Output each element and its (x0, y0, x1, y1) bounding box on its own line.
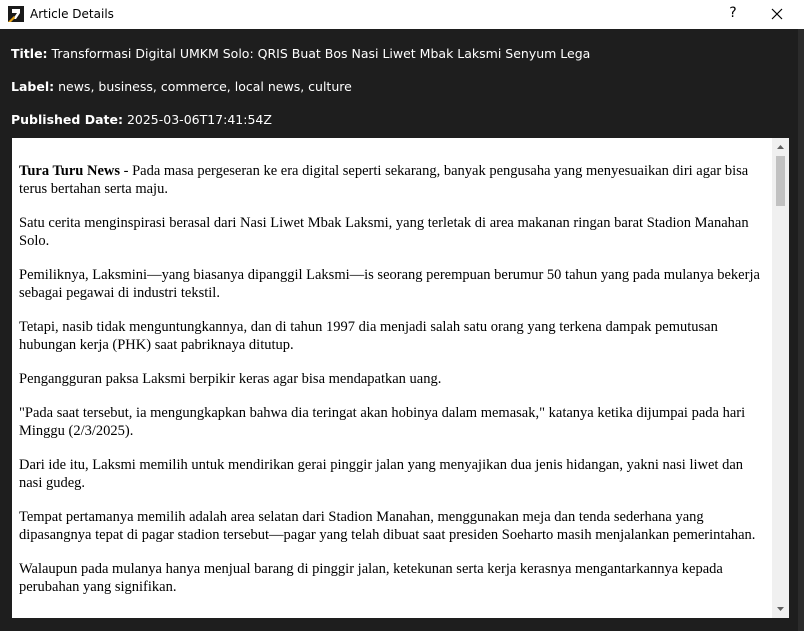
title-bar (0, 0, 804, 29)
label-row (11, 79, 352, 95)
vertical-scrollbar[interactable] (772, 138, 789, 618)
close-icon (762, 0, 792, 29)
title-row (11, 46, 590, 62)
article-paragraph: Satu cerita menginspirasi berasal dari Nasi Liwet Mbak Laksmi, yang terletak di area makanan ringan barat Stadion Manahan Solo. (19, 215, 749, 249)
published-date-row (11, 112, 272, 128)
article-content-panel[interactable] (12, 138, 789, 618)
app-logo-icon (8, 6, 24, 22)
article-paragraph: Dari ide itu, Laksmi memilih untuk mendirikan gerai pinggir jalan yang menyajikan dua jenis hidangan, yakni nasi liwet dan nasi gudeg. (19, 457, 744, 491)
label-value: news, business, commerce, local news, culture (58, 79, 352, 94)
scroll-up-arrow-icon[interactable] (772, 140, 789, 154)
article-lead: - Pada masa pergeseran ke era digital seperti sekarang, banyak pengusaha yang menyesuaikan diri agar bisa terus bertahan serta maju. (19, 163, 749, 197)
title-label: Title: (11, 46, 48, 61)
published-date-label: Published Date: (11, 112, 123, 127)
article-paragraph: Pengangguran paksa Laksmi berpikir keras agar bisa mendapatkan uang. (19, 371, 442, 387)
help-label: ? (729, 5, 737, 21)
window-edge (798, 29, 804, 631)
help-button[interactable] (720, 0, 746, 29)
scrollbar-thumb[interactable] (776, 156, 785, 206)
article-paragraph: Tempat pertamanya memilih adalah area selatan dari Stadion Manahan, menggunakan meja dan tenda sederhana yang dipasangnya tepat di pagar stadion tersebut—pagar yang telah dibuat saat presiden Soeharto masih menjalankan pemerintahan. (19, 509, 756, 543)
article-body (19, 162, 764, 612)
article-paragraph (19, 162, 764, 198)
label-label: Label: (11, 79, 55, 94)
window-title: Article Details (30, 7, 114, 21)
published-date-value: 2025-03-06T17:41:54Z (126, 112, 272, 127)
close-button[interactable] (762, 0, 792, 29)
article-source: Tura Turu News (19, 163, 121, 179)
article-paragraph: "Pada saat tersebut, ia mengungkapkan bahwa dia teringat akan hobinya dalam memasak," katanya ketika dijumpai pada hari Minggu (2/3/2025). (19, 405, 746, 439)
article-paragraph: Tetapi, nasib tidak menguntungkannya, dan di tahun 1997 dia menjadi salah satu orang yang terkena dampak pemutusan hubungan kerja (PHK) saat pabriknaya ditutup. (19, 319, 718, 353)
article-paragraph: Walaupun pada mulanya hanya menjual barang di pinggir jalan, ketekunan serta kerja kerasnya mengantarkannya kepada perubahan yang signifikan. (19, 561, 723, 595)
title-value: Transformasi Digital UMKM Solo: QRIS Buat Bos Nasi Liwet Mbak Laksmi Senyum Lega (51, 46, 591, 61)
article-paragraph: Pemiliknya, Laksmini—yang biasanya dipanggil Laksmi—is seorang perempuan berumur 50 tahun yang pada mulanya bekerja sebagai pegawai di industri tekstil. (19, 267, 760, 301)
scroll-down-arrow-icon[interactable] (772, 602, 789, 616)
